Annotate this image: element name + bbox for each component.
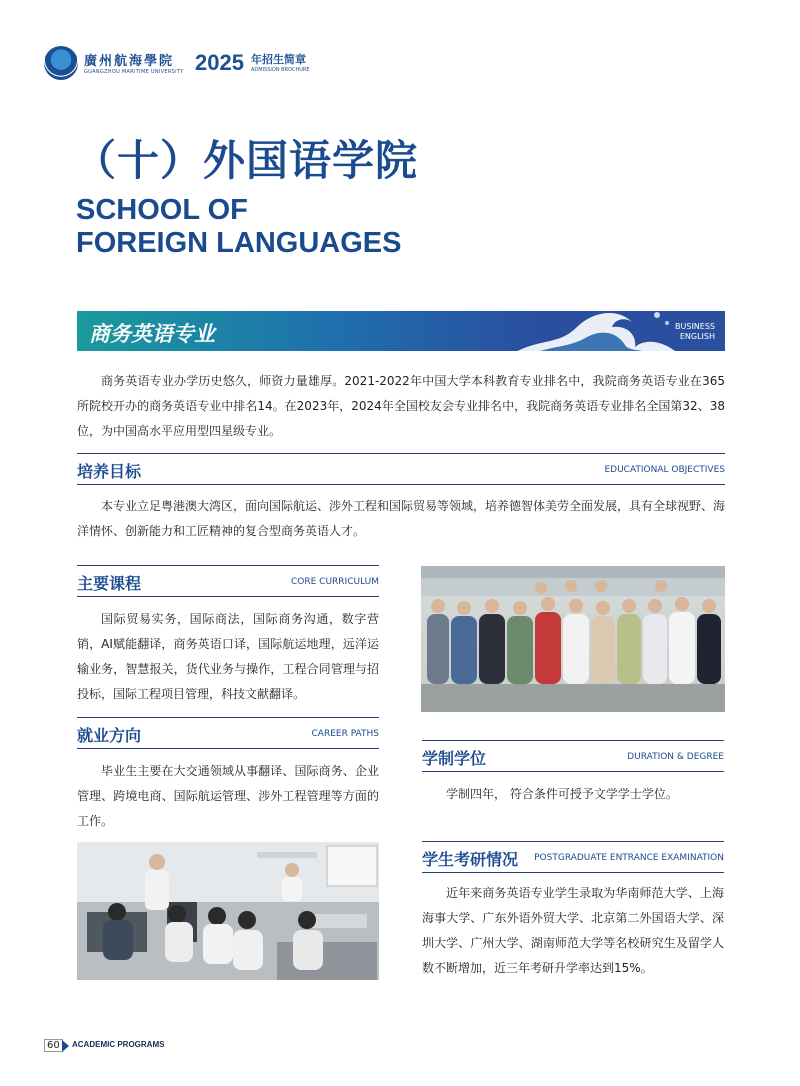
footer-arrow-icon xyxy=(62,1040,69,1052)
postgrad-text: 近年来商务英语专业学生录取为华南师范大学、上海海事大学、广东外语外贸大学、北京第二外国语大学、深圳大学、广州大学、湖南师范大学等名校研究生及留学人数不断增加，近三年考研升学率达到15%。 xyxy=(422,886,724,975)
career-text: 毕业生主要在大交通领域从事翻译、国际商务、企业管理、跨境电商、国际航运管理、涉外工程管理等方面的工作。 xyxy=(77,764,379,828)
title-en-line2: FOREIGN LANGUAGES xyxy=(76,227,402,259)
objectives-text: 本专业立足粤港澳大湾区，面向国际航运、涉外工程和国际贸易等领域，培养德智体美劳全面发展，具有全球视野、海洋情怀、创新能力和工匠精神的复合型商务英语人才。 xyxy=(77,499,726,538)
objectives-title-en: EDUCATIONAL OBJECTIVES xyxy=(604,465,725,475)
brochure-title-cn: 年招生简章 xyxy=(251,53,306,66)
brochure-year: 2025 xyxy=(195,50,244,75)
classroom-photo xyxy=(77,842,379,980)
page-title-en xyxy=(76,194,476,260)
major-name-en xyxy=(675,322,715,342)
major-en-line1: BUSINESS xyxy=(675,322,715,331)
postgrad-title-en: POSTGRADUATE ENTRANCE EXAMINATION xyxy=(534,853,724,863)
career-title-en: CAREER PATHS xyxy=(311,729,379,739)
career-heading xyxy=(77,721,379,749)
page-title-cn: （十）外国语学院 xyxy=(74,136,419,185)
postgrad-heading xyxy=(422,845,724,873)
curriculum-text: 国际贸易实务，国际商法，国际商务沟通，数字营销，AI赋能翻译，商务英语口译，国际航运地理，远洋运输业务，智慧报关，货代业务与操作，工程合同管理与招投标，国际工程项目管理，科技文献翻译。 xyxy=(77,612,379,701)
school-name-en: GUANGZHOU MARITIME UNIVERSITY xyxy=(84,69,184,75)
curriculum-title: 主要课程 xyxy=(77,574,142,593)
major-name: 商务英语专业 xyxy=(89,322,215,346)
postgrad-title: 学生考研情况 xyxy=(422,850,519,869)
group-photo-drawing xyxy=(421,566,725,712)
objectives-title: 培养目标 xyxy=(77,462,142,481)
curriculum-title-en: CORE CURRICULUM xyxy=(291,577,379,587)
curriculum-heading xyxy=(77,569,379,597)
classroom-photo-drawing xyxy=(77,842,379,980)
career-title: 就业方向 xyxy=(77,726,142,745)
school-name-cn: 廣州航海學院 xyxy=(84,54,175,69)
page-number: 60 xyxy=(44,1039,63,1052)
major-en-line2: ENGLISH xyxy=(679,332,715,341)
major-banner xyxy=(77,311,725,351)
degree-heading xyxy=(422,744,724,772)
university-logo xyxy=(44,46,78,80)
degree-title: 学制学位 xyxy=(422,749,487,768)
degree-text: 学制四年， 符合条件可授予文学学士学位。 xyxy=(446,787,678,801)
brochure-header xyxy=(44,44,344,84)
group-photo xyxy=(421,566,725,712)
footer-label: ACADEMIC PROGRAMS xyxy=(72,1040,165,1049)
objectives-heading xyxy=(77,457,725,485)
major-intro: 商务英语专业办学历史悠久，师资力量雄厚。2021-2022年中国大学本科教育专业排名中，我院商务英语专业在365所院校开办的商务英语专业中排名14。在2023年，2024年全国校友会专业排名中，我院商务英语专业排名全国第32、38位，为中国高水平应用型四星级专业。 xyxy=(77,374,725,438)
brochure-title-en: ADMISSION BROCHURE xyxy=(251,67,310,73)
degree-title-en: DURATION & DEGREE xyxy=(627,752,724,762)
title-en-line1: SCHOOL OF xyxy=(76,194,248,226)
